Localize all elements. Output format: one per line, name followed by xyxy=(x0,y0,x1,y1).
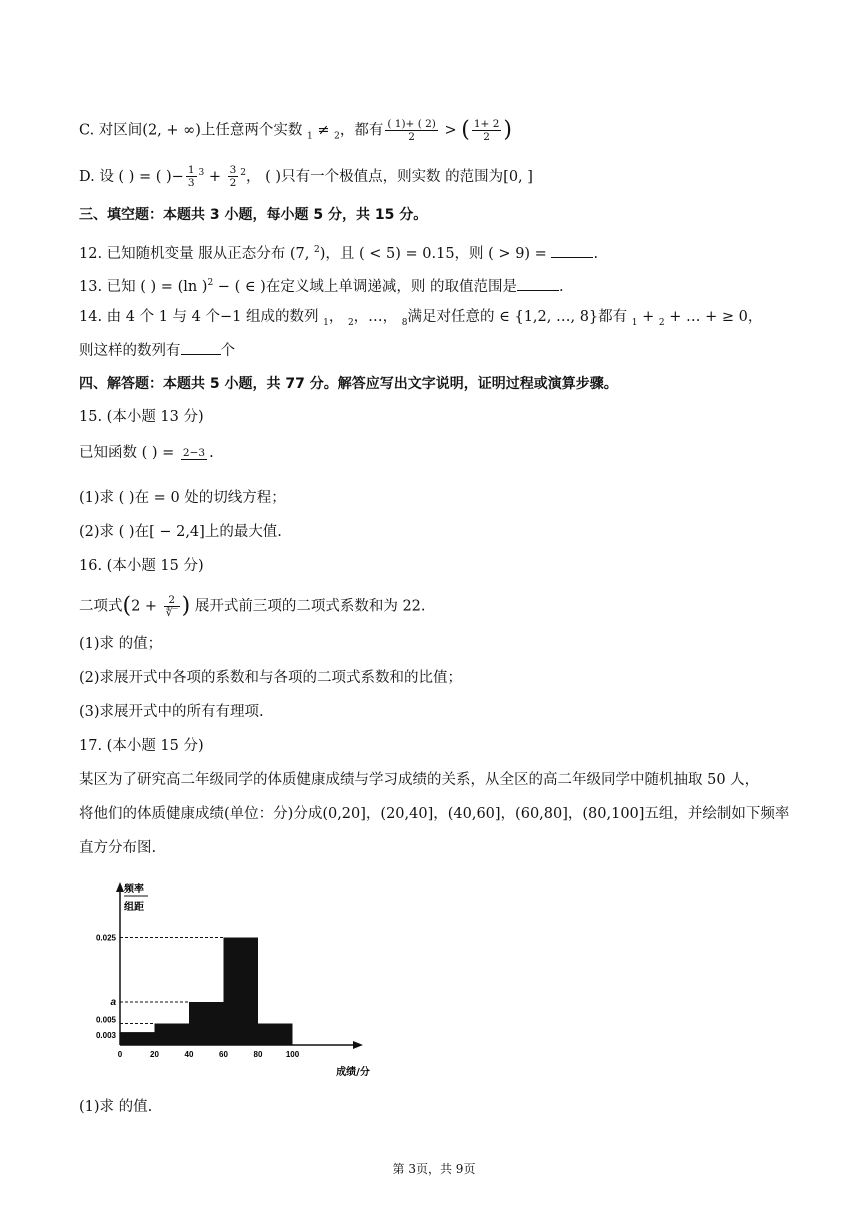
fraction: $\frac{( 1)+ ( 2)}{2}$ xyxy=(387,118,436,143)
question-17-para3: 直方分布图. xyxy=(79,840,157,856)
histogram-bar xyxy=(189,1002,224,1045)
x-tick-label: 0 xyxy=(117,1050,123,1059)
page-footer: 第 3页，共 9页 xyxy=(392,1162,476,1176)
y-axis-label-top: 频率 xyxy=(124,884,144,895)
x-axis-label: 成绩/分 xyxy=(336,1067,370,1078)
fraction: $\frac{1}{3}$ xyxy=(187,164,195,190)
histogram-bar xyxy=(120,1032,155,1045)
histogram-bar xyxy=(258,1024,293,1046)
x-tick-label: 40 xyxy=(184,1050,194,1059)
section-4-heading: 四、解答题：本题共 5 小题，共 77 分。解答应写出文字说明，证明过程或演算步骤。 xyxy=(79,376,618,392)
y-axis-label-bottom: 组距 xyxy=(124,902,144,913)
answer-blank[interactable] xyxy=(181,340,221,355)
y-tick-label: 0.005 xyxy=(95,1015,116,1025)
question-17-title: 17. (本小题 15 分) xyxy=(79,738,204,754)
answer-blank[interactable] xyxy=(551,243,593,258)
histogram-bar xyxy=(155,1024,190,1046)
x-tick-label: 80 xyxy=(253,1050,263,1059)
x-tick-label: 100 xyxy=(285,1050,300,1059)
option-c: C. 对区间(2, + ∞)上任意两个实数 $_1$ ≠ $_2$，都有 $\frac{( 1)+ ( 2)}{2}$ > ( $\frac{1+ 2}{2}$ ) xyxy=(79,117,512,143)
question-17-para1: 某区为了研究高二年级同学的体质健康成绩与学习成绩的关系，从全区的高二年级同学中随机抽取 50 人， xyxy=(79,772,760,788)
frequency-histogram xyxy=(80,880,370,1090)
question-15-part1: (1)求 ( )在 = 0 处的切线方程； xyxy=(79,490,286,506)
x-tick-label: 20 xyxy=(150,1050,159,1059)
fraction: $\frac{1+ 2}{2}$ xyxy=(473,118,500,143)
fraction: $\frac{3}{2}$ xyxy=(229,164,237,190)
question-16-title: 16. (本小题 15 分) xyxy=(79,558,204,574)
question-16-part2: (2)求展开式中各项的系数和与各项的二项式系数和的比值； xyxy=(79,670,463,686)
y-tick-label: 0.025 xyxy=(95,933,116,943)
x-axis-arrow xyxy=(353,1041,363,1049)
question-15-part2: (2)求 ( )在[ − 2,4]上的最大值. xyxy=(79,524,282,540)
question-16-part1: (1)求 的值； xyxy=(79,636,163,652)
x-tick-label: 60 xyxy=(219,1050,228,1059)
question-16-part3: (3)求展开式中的所有有理项. xyxy=(79,704,264,720)
y-tick-label: 0.003 xyxy=(95,1031,116,1041)
question-16-given: 二项式(2 + $\frac{2}{∜‾}$ ) 展开式前三项的二项式系数和为 22. xyxy=(79,593,426,619)
question-17-part1: (1)求 的值. xyxy=(79,1099,153,1115)
y-axis-arrow xyxy=(116,882,124,892)
section-3-heading: 三、填空题：本题共 3 小题，每小题 5 分，共 15 分。 xyxy=(79,207,428,223)
option-d: D. 设 ( ) = ( )− $\frac{1}{3}$ $^3$ + $\frac{3}{2}$ $^2$， ( )只有一个极值点，则实数 的范围为[0, ] xyxy=(79,164,533,190)
question-13: 13. 已知 ( ) = (ln )$^2$ − ( ∈ )在定义域上单调递减，则 的取值范围是 . xyxy=(79,273,564,297)
fraction: $\frac{2}{∜‾}$ xyxy=(165,594,178,619)
question-15-given: 已知函数 ( ) = 2−3 . xyxy=(79,445,214,461)
fraction: 2−3 xyxy=(182,446,206,459)
histogram-bar xyxy=(224,938,259,1046)
answer-blank[interactable] xyxy=(517,276,559,291)
question-12: 12. 已知随机变量 服从正态分布 (7, $^2$)，且 ( < 5) = 0.15，则 ( > 9) = . xyxy=(79,240,598,264)
question-17-para2: 将他们的体质健康成绩(单位：分)分成(0,20]，(20,40]，(40,60]，(60,80]，(80,100]五组，并绘制如下频率 xyxy=(79,806,790,822)
y-tick-label: a xyxy=(110,997,116,1008)
question-14-line2: 则这样的数列有 个 xyxy=(79,340,235,361)
question-14-line1: 14. 由 4 个 1 与 4 个−1 组成的数列 $_1$， $_2$，…， $_8$满足对任意的 ∈ {1,2, …, 8}都有 $_1$ + $_2$ + … + ≥ 0， xyxy=(79,309,763,328)
question-15-title: 15. (本小题 13 分) xyxy=(79,409,204,425)
